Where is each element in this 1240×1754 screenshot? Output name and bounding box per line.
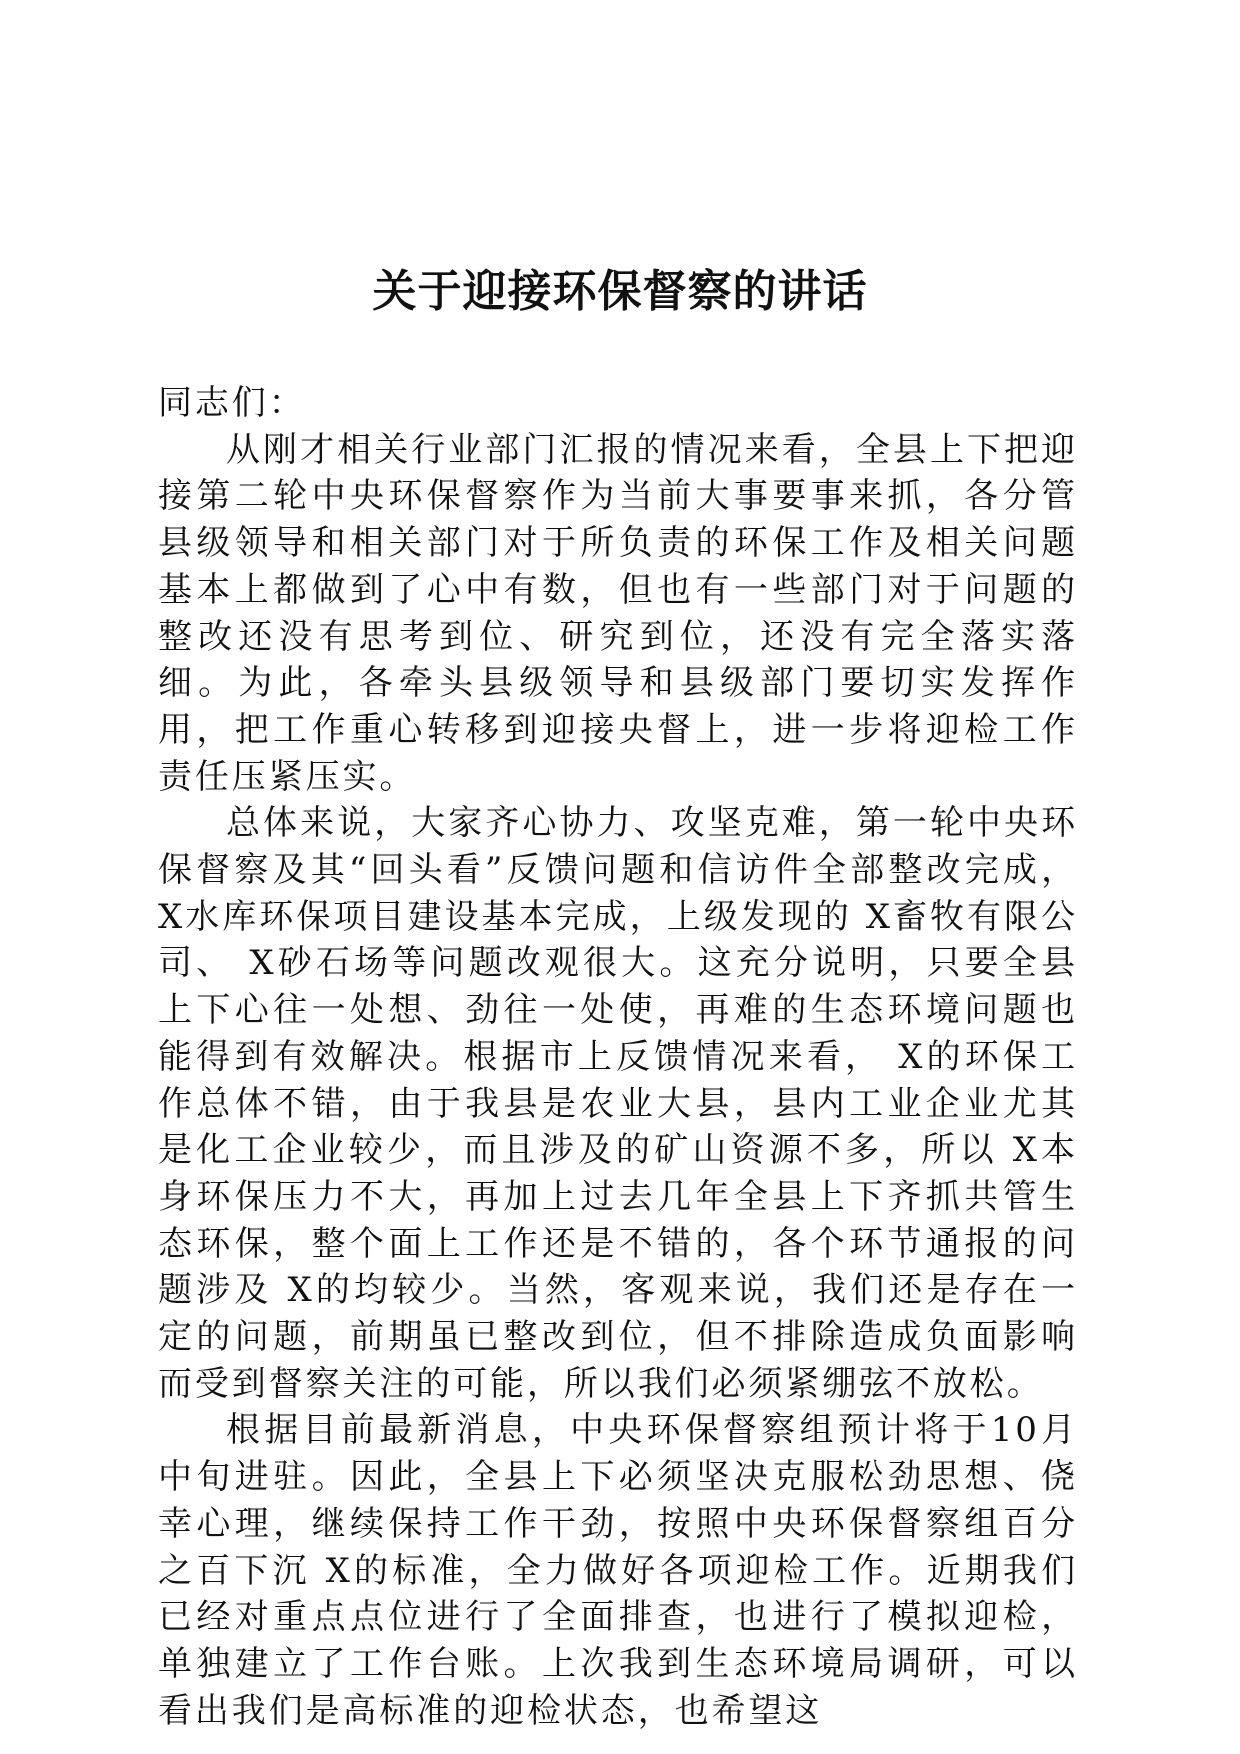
paragraph-3: 根据目前最新消息，中央环保督察组预计将于10月中旬进驻。因此，全县上下必须坚决克服松劲思想、侥幸心理，继续保持工作干劲，按照中央环保督察组百分之百下沉 X的标准，全力做好各项迎检工作。近期我们已经对重点点位进行了全面排查，也进行了模拟迎检，单独建立了工作台账。上次我到生态环境局调研，可以看出我们是高标准的迎检状态，也希望这 (158, 1410, 1078, 1731)
salutation: 同志们： (158, 383, 306, 423)
paragraph-2: 总体来说，大家齐心协力、攻坚克难，第一轮中央环保督察及其“回头看”反馈问题和信访件全部整改完成， X水库环保项目建设基本完成，上级发现的 X畜牧有限公司、 X砂石场等问题改观很大。这充分说明，只要全县上下心往一处想、劲往一处使，再难的生态环境问题也能得到有效解决。根据市上反馈情况来看， X的环保工作总体不错，由于我县是农业大县，县内工业企业尤其是化工企业较少，而且涉及的矿山资源不多，所以 X本身环保压力不大，再加上过去几年全县上下齐抓共管生态环保，整个面上工作还是不错的，各个环节通报的问题涉及 X的均较少。当然，客观来说，我们还是存在一定的问题，前期虽已整改到位，但不排除造成负面影响而受到督察关注的可能，所以我们必须紧绷弦不放松。 (158, 803, 1078, 1404)
document-body (158, 380, 1078, 1734)
document-title: 关于迎接环保督察的讲话 (372, 266, 868, 317)
paragraph-1: 从刚才相关行业部门汇报的情况来看，全县上下把迎接第二轮中央环保督察作为当前大事要事来抓，各分管县级领导和相关部门对于所负责的环保工作及相关问题基本上都做到了心中有数，但也有一些部门对于问题的整改还没有思考到位、研究到位，还没有完全落实落细。为此，各牵头县级领导和县级部门要切实发挥作用，把工作重心转移到迎接央督上，进一步将迎检工作责任压紧压实。 (158, 429, 1078, 797)
